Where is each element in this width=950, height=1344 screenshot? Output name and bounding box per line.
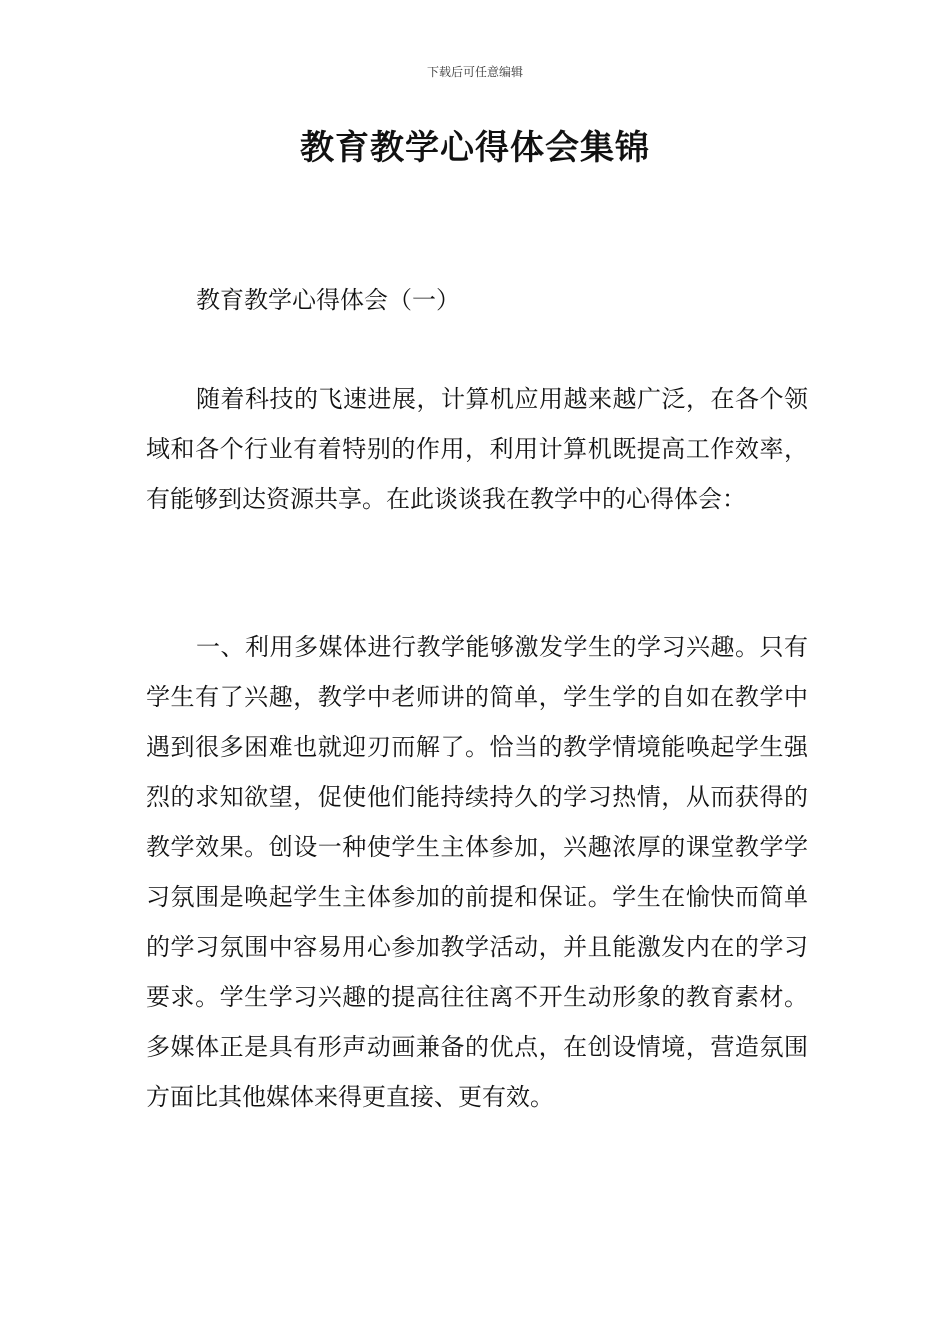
point-one-paragraph: 一、利用多媒体进行教学能够激发学生的学习兴趣。只有学生有了兴趣，教学中老师讲的简单，学生学的自如在教学中遇到很多困难也就迎刃而解了。恰当的教学情境能唤起学生强烈的求知欲望，促使他们能持续持久的学习热情，从而获得的教学效果。创设一种使学生主体参加，兴趣浓厚的课堂教学学习氛围是唤起学生主体参加的前提和保证。学生在愉快而简单的学习氛围中容易用心参加教学活动，并且能激发内在的学习要求。学生学习兴趣的提高往往离不开生动形象的教育素材。多媒体正是具有形声动画兼备的优点，在创设情境，营造氛围方面比其他媒体来得更直接、更有效。: [146, 633, 808, 1111]
page-header-note: 下载后可任意编辑: [426, 65, 523, 79]
intro-paragraph: 随着科技的飞速进展，计算机应用越来越广泛，在各个领域和各个行业有着特别的作用，利用计算机既提高工作效率，有能够到达资源共享。在此谈谈我在教学中的心得体会：: [146, 385, 808, 513]
section-heading: 教育教学心得体会（一）: [196, 286, 460, 314]
document-title: 教育教学心得体会集锦: [300, 128, 650, 168]
